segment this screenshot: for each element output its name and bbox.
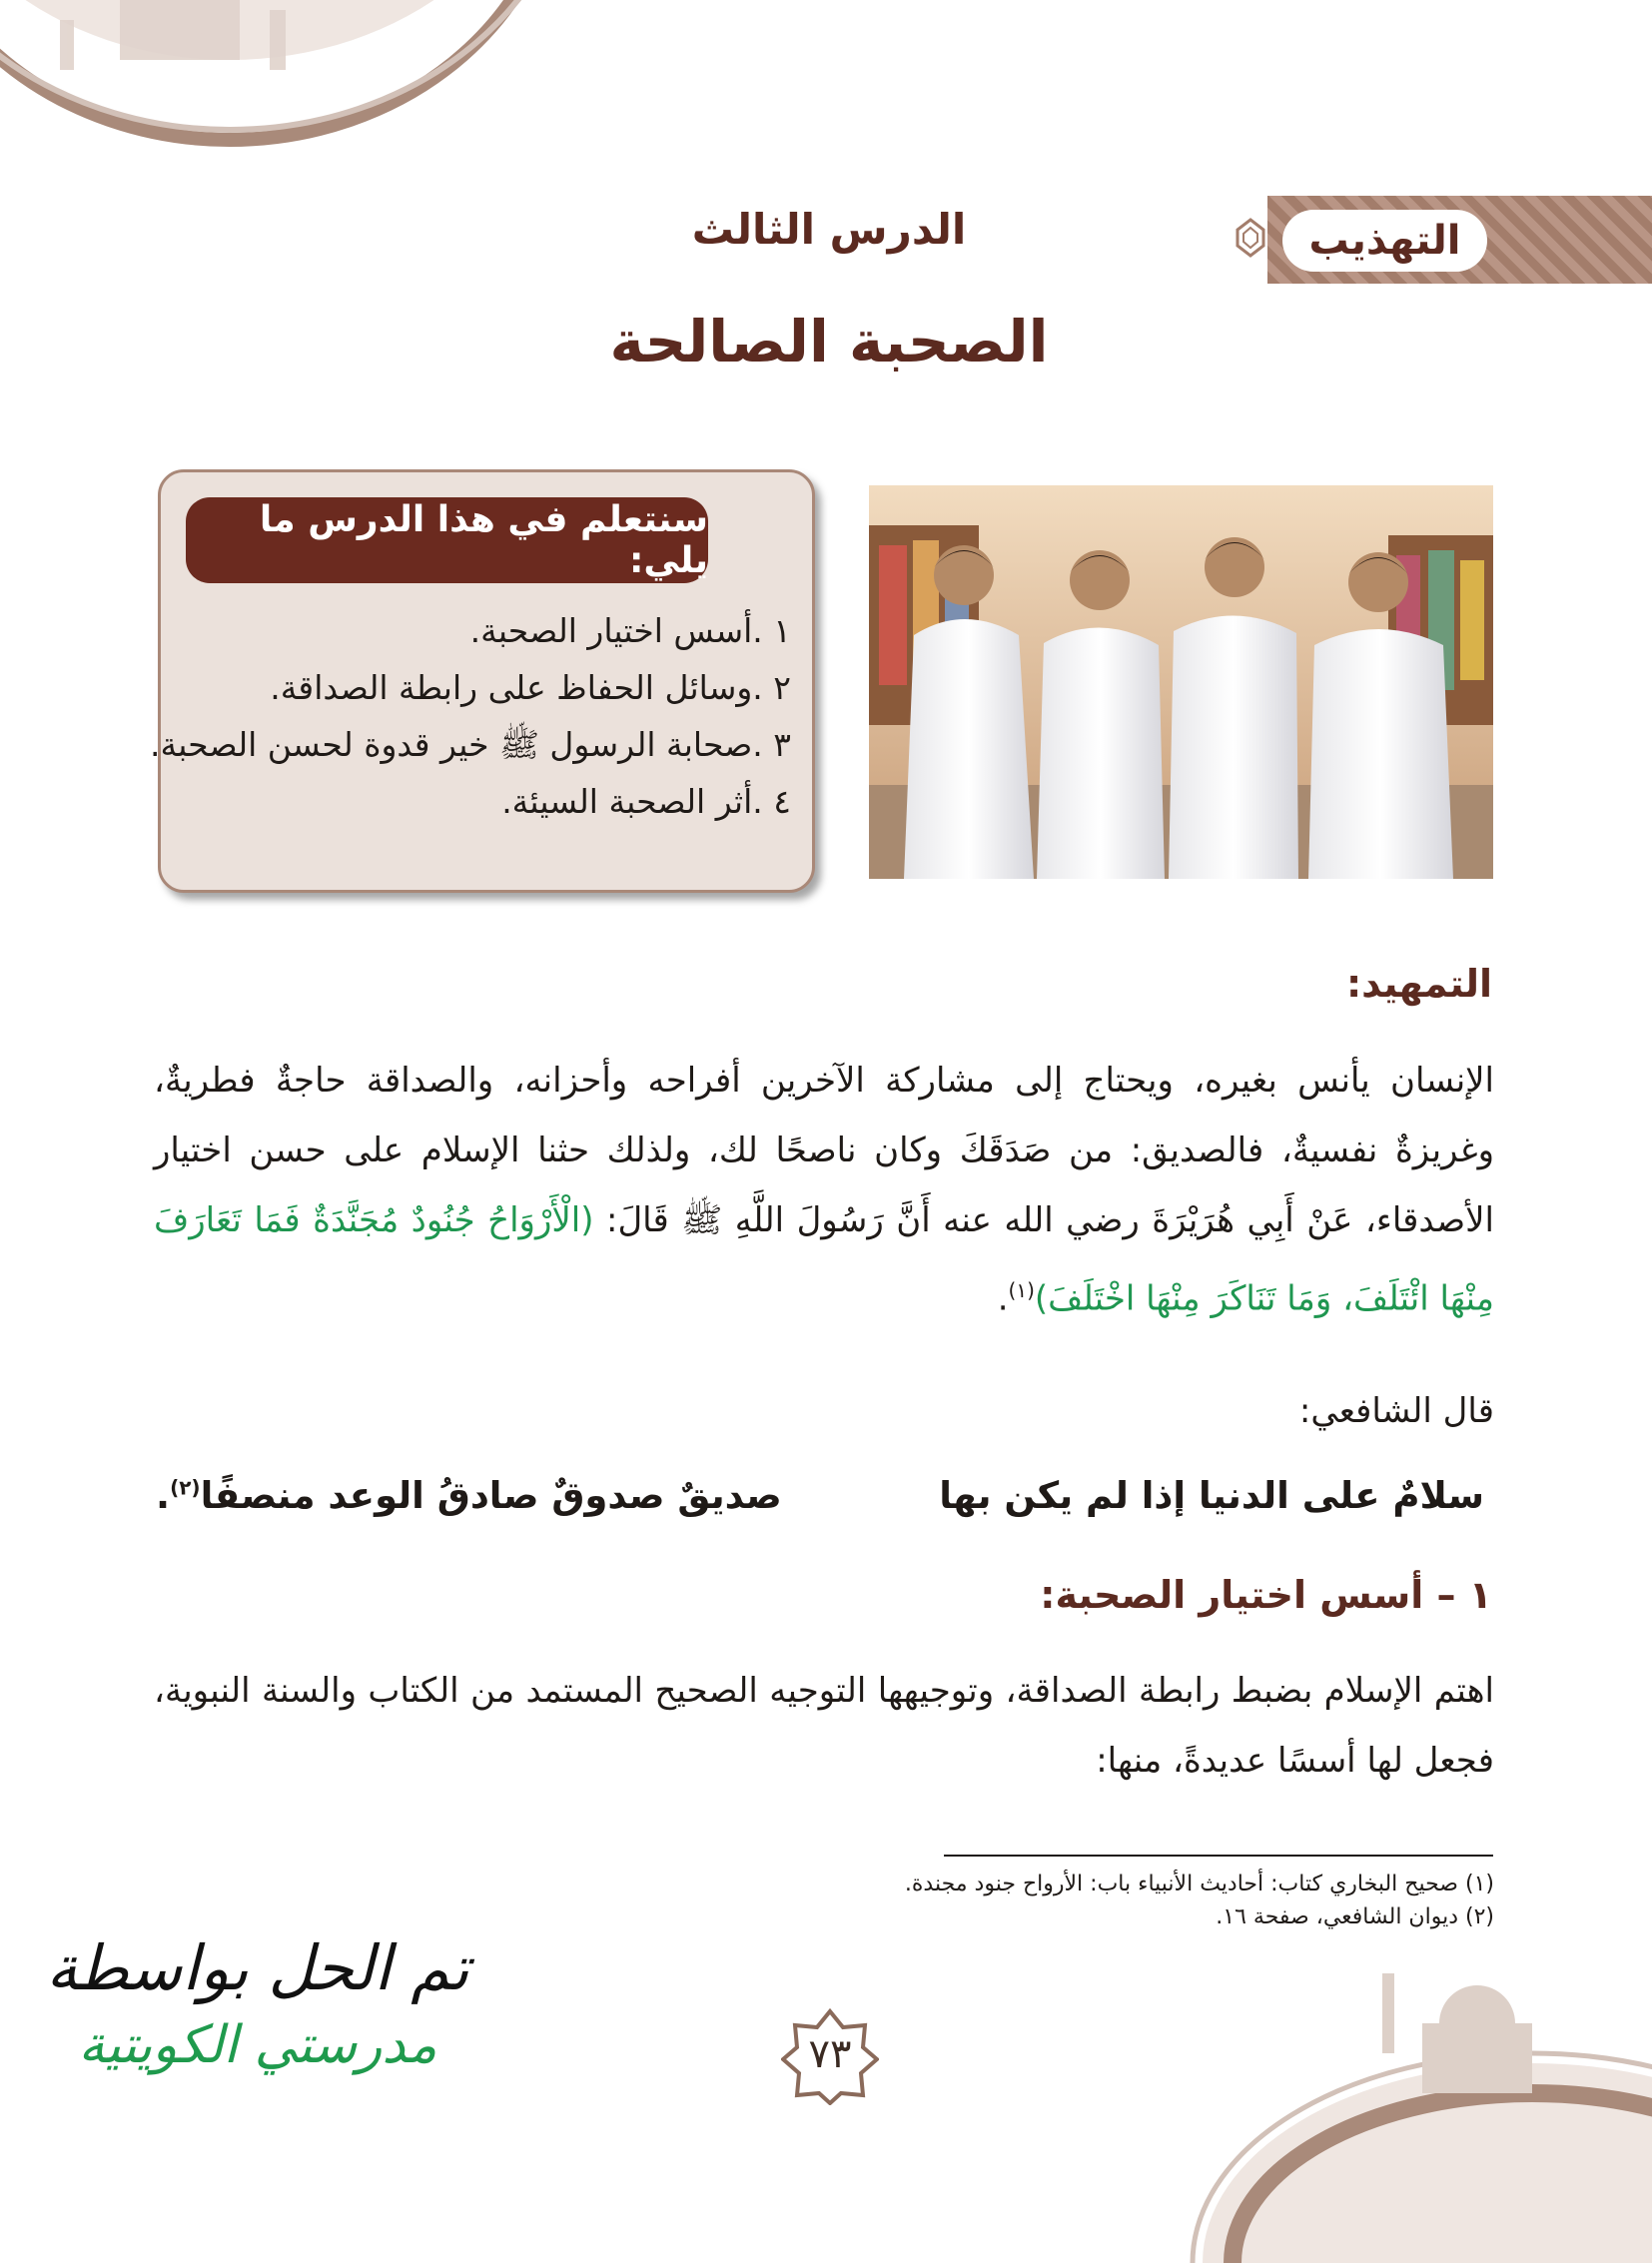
watermark-line-1: تم الحل بواسطة	[46, 1931, 469, 2004]
intro-heading: التمهيد:	[1345, 962, 1492, 1006]
top-left-decorative-arcs	[0, 0, 579, 150]
footnote-ref-1: (١)	[1008, 1278, 1035, 1302]
section1-heading: ١ – أسس اختيار الصحبة:	[1040, 1573, 1492, 1617]
intro-end: .	[997, 1278, 1009, 1319]
intro-text: الإنسان يأنس بغيره، ويحتاج إلى مشاركة الآخرين أفراحه وأحزانه، والصداقة حاجةٌ فطريةٌ، وغريزةٌ نفسيةٌ، فالصديق: من صَدَقَكَ وكان ناصحًا لك، ولذلك حثنا الإسلام على حسن اختيار الأصدقاء، عَنْ أَبِي هُرَيْرَةَ رضي الله عنه أَنَّ رَسُولَ اللَّهِ ﷺ قَالَ:	[154, 1061, 1494, 1240]
objectives-heading: سنتعلم في هذا الدرس ما يلي:	[186, 497, 708, 583]
subject-label: التهذيب	[1282, 210, 1487, 272]
solution-watermark	[18, 1927, 497, 2081]
objective-item: ٢ .وسائل الحفاظ على رابطة الصداقة.	[270, 668, 791, 707]
objectives-list	[152, 602, 791, 830]
objective-item: ١ .أسس اختيار الصحبة.	[469, 611, 791, 650]
shafii-intro: قال الشافعي:	[1298, 1391, 1494, 1431]
section1-paragraph: اهتم الإسلام بضبط رابطة الصداقة، وتوجيهها التوجيه الصحيح المستمد من الكتاب والسنة النبوية، فجعل لها أسسًا عديدةً، منها:	[154, 1671, 1494, 1781]
footnote: (١) صحيح البخاري كتاب: أحاديث الأنبياء باب: الأرواح جنود مجندة.	[904, 1872, 1494, 1896]
watermark-line-2: مدرستي الكويتية	[78, 2015, 437, 2075]
footnote-ref-2: (٢)	[170, 1475, 201, 1500]
objective-item: ٣ .صحابة الرسول ﷺ خير قدوة لحسن الصحبة.	[150, 725, 791, 764]
poem-end: .	[156, 1474, 171, 1517]
friends-photo	[869, 485, 1493, 879]
page-number: ٧٣	[808, 2031, 852, 2077]
footnotes	[905, 1868, 1494, 1933]
objective-item: ٤ .أثر الصحبة السيئة.	[501, 782, 791, 821]
poem-second-hemistich: صديقٌ صدوقٌ صادقُ الوعد منصفًا	[200, 1474, 782, 1517]
lesson-number: الدرس الثالث	[691, 205, 967, 254]
hadith-quote: (الْأَرْوَاحُ جُنُودٌ مُجَنَّدَةٌ فَمَا تَعَارَفَ مِنْهَا ائْتَلَفَ، وَمَا تَنَاكَرَ مِنْهَا اخْتَلَفَ)	[154, 1200, 1494, 1319]
poem-verse	[156, 1474, 1484, 1517]
intro-paragraph	[154, 1046, 1494, 1333]
footnote: (٢) ديوان الشافعي، صفحة ١٦.	[1216, 1904, 1494, 1929]
knot-ornament-icon	[1234, 218, 1267, 258]
bottom-right-decorative-arcs	[1173, 1933, 1652, 2263]
poem-second-hemistich-wrap	[156, 1474, 782, 1517]
poem-first-hemistich: سلامٌ على الدنيا إذا لم يكن بها	[939, 1474, 1484, 1517]
lesson-title: الصحبة الصالحة	[609, 308, 1049, 376]
footnote-divider	[944, 1855, 1493, 1857]
